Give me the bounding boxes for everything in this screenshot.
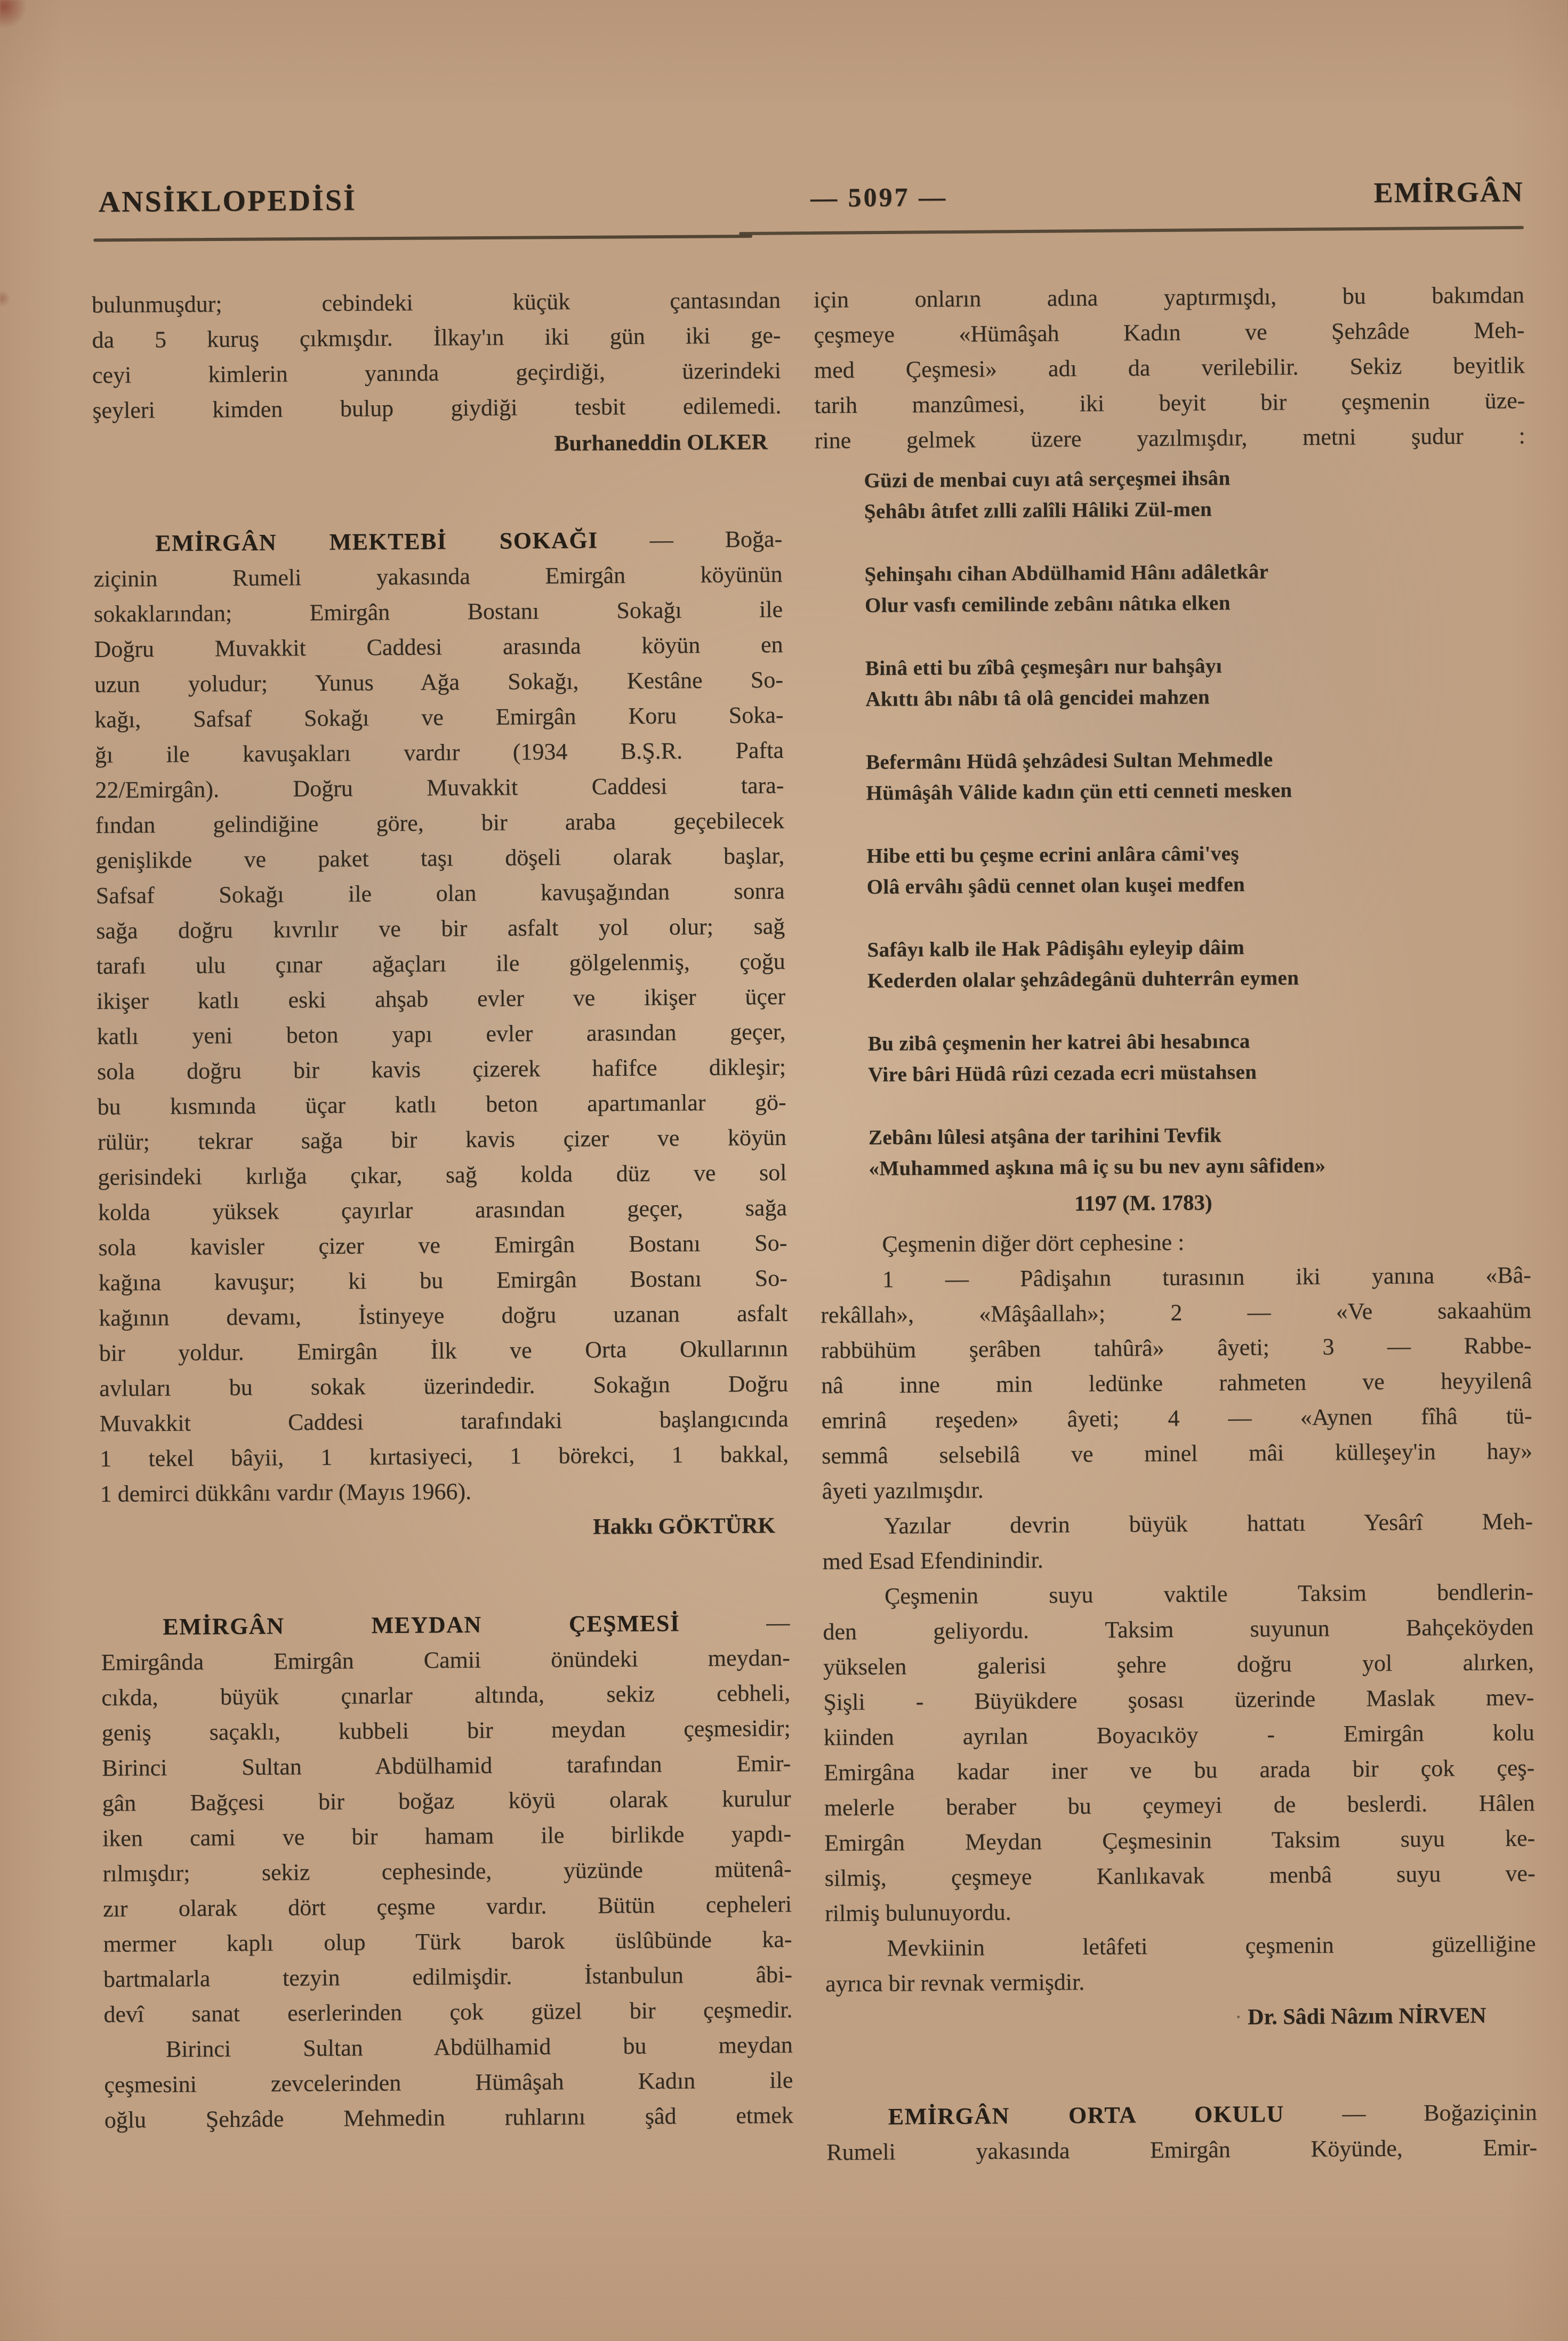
verse-couplet xyxy=(866,836,1525,903)
text-line: kağı, Safsaf Sokağı ve Emirgân Koru Soka- xyxy=(94,701,784,733)
text-line: rilmiş bulunuyordu. xyxy=(824,1899,1011,1927)
text-line: Birinci Sultan Abdülhamid bu meydan xyxy=(165,2031,793,2063)
text-line: ayrıca bir revnak vermişdir. xyxy=(825,1969,1085,1997)
article-lead-line xyxy=(101,1605,790,1645)
text-line: Binâ etti bu zîbâ çeşmeşârı nur bahşâyı xyxy=(865,654,1223,680)
header-rule xyxy=(91,225,1524,243)
text-line: gerisindeki kırlığa çıkar, sağ kolda düz ve sol xyxy=(98,1159,787,1190)
text-line: Hümâşâh Vâlide kadın çün etti cenneti mesken xyxy=(866,779,1292,805)
text-line: Güzi de menbai cuyı atâ serçeşmei ihsân xyxy=(864,467,1231,492)
page-number: — 5097 — xyxy=(810,181,948,213)
entry-title: EMİRGÂN xyxy=(1373,175,1524,209)
text-line: cıkda, büyük çınarlar altında, sekiz cebheli, xyxy=(101,1679,791,1711)
article-lead-rest: — Boğa- xyxy=(649,526,783,553)
byline-author: Hakkı GÖKTÜRK xyxy=(592,1513,776,1540)
text-line: 1 demirci dükkânı vardır (Mayıs 1966). xyxy=(100,1478,472,1507)
paragraph-lines xyxy=(101,1640,793,2032)
text-line: sağa doğru kıvrılır ve bir asfalt yol olur; sağ xyxy=(96,912,785,944)
byline-author: · Dr. Sâdi Nâzım NİRVEN xyxy=(825,1999,1536,2037)
text-line: Befermânı Hüdâ şehzâdesi Sultan Mehmedle xyxy=(865,748,1273,774)
text-line: Emirgân Meydan Çeşmesinin Taksim suyu ke- xyxy=(824,1825,1535,1856)
text-line: Vire bâri Hüdâ rûzi cezada ecri müstahsen xyxy=(867,1060,1257,1086)
text-line: semmâ selsebilâ ve minel mâi külleşey'in hay» xyxy=(821,1438,1533,1469)
text-line: iken cami ve bir hamam ile birlikde yapdı- xyxy=(102,1820,792,1851)
text-line: Doğru Muvakkit Caddesi arasında köyün en xyxy=(94,631,783,663)
verse-couplet xyxy=(868,1024,1527,1091)
text-line: Muvakkit Caddesi tarafındaki başlangıcında xyxy=(99,1405,789,1437)
text-line: Kederden olalar şehzâdegânü duhterrân eymen xyxy=(867,966,1299,992)
text-line: emrinâ reşeden» âyeti; 4 — «Aynen fîhâ tü- xyxy=(821,1402,1532,1434)
text-line: Yazılar devrin büyük hattatı Yesârî Meh- xyxy=(883,1508,1533,1539)
text-line: Safâyı kalb ile Hak Pâdişâhı eyleyip dâim xyxy=(867,935,1245,961)
article-emirgan-mektebi-sokagi xyxy=(93,522,789,1512)
paragraph-lines xyxy=(826,2130,1537,2170)
header-rule-left-segment xyxy=(93,235,752,242)
paragraph-birinci-sultan xyxy=(104,2027,793,2138)
text-line: mermer kaplı olup Türk barok üslûbünde ka- xyxy=(103,1926,792,1957)
paragraph-ayet-list xyxy=(821,1257,1533,1509)
text-line: med Çeşmesi» adı da verilebilir. Sekiz beyitlik xyxy=(814,352,1525,383)
text-line: «Muhammed aşkına mâ iç su bu nev aynı sâfiden» xyxy=(869,1153,1326,1180)
text-line: bir yoldur. Emirgân İlk ve Orta Okullarının xyxy=(99,1335,788,1366)
text-line: için onların adına yaptırmışdı, bu bakımdan xyxy=(813,282,1525,313)
text-line: Emirgâna kadar iner ve bu arada bir çok çeş- xyxy=(824,1754,1535,1786)
article-emirgan-meydan-cesmesi xyxy=(101,1605,792,2032)
text-line: zır olarak dört çeşme vardır. Bütün cepheleri xyxy=(102,1890,792,1922)
paragraph-taksim-suyu xyxy=(823,1574,1536,1931)
verse-couplet xyxy=(869,1118,1527,1184)
text-line: devî sanat eserlerinden çok güzel bir çeşmedir. xyxy=(103,1996,793,2027)
article-title: EMİRGÂN ORTA OKULU xyxy=(888,2101,1285,2130)
text-line: Şehâbı âtıfet zılli zalîli Hâliki Zül-men xyxy=(864,498,1212,523)
chronogram-date: 1197 (M. 1783) xyxy=(1074,1190,1212,1216)
verse-couplet xyxy=(866,742,1525,809)
verse-couplet xyxy=(865,648,1524,715)
article-title: EMİRGÂN MEKTEBİ SOKAĞI xyxy=(155,527,598,557)
text-line: ğı ile kavuşakları vardır (1934 B.Ş.R. Pafta xyxy=(94,736,784,768)
text-line: Olâ ervâhı şâdü cennet olan kuşei medfen xyxy=(866,872,1245,899)
article-emirgan-orta-okulu xyxy=(826,2095,1538,2170)
paragraph-lines xyxy=(820,1222,1531,1262)
article-lead-line xyxy=(93,522,782,562)
text-line: Zebânı lûlesi atşâna der tarihini Tevfik xyxy=(868,1124,1222,1149)
text-line: kağının devamı, İstinyeye doğru uzanan asfalt xyxy=(99,1300,788,1331)
text-line: oğlu Şehzâde Mehmedin ruhlarını şâd etmek xyxy=(104,2102,793,2133)
text-line: gân Bağçesi bir boğaz köyü olarak kurulur xyxy=(102,1785,791,1816)
text-line: nâ inne min ledünke rahmeten ve heyyilenâ xyxy=(821,1367,1532,1399)
text-line: ikişer katlı eski ahşab evler ve ikişer üçer xyxy=(96,983,786,1015)
verse-couplet xyxy=(867,930,1526,997)
text-line: Emirgânda Emirgân Camii önündeki meydan- xyxy=(101,1644,790,1675)
text-line: sokaklarından; Emirgân Bostanı Sokağı ile xyxy=(93,596,783,628)
article-lead-line xyxy=(826,2095,1537,2135)
byline-author: Burhaneddin OLKER xyxy=(554,430,768,456)
text-line: Rumeli yakasında Emirgân Köyünde, Emir- xyxy=(826,2134,1538,2166)
right-column xyxy=(814,277,1538,2170)
article-lead-rest: — xyxy=(766,1609,790,1636)
verse-block xyxy=(815,461,1530,1184)
article-title: EMİRGÂN MEYDAN ÇEŞMESİ xyxy=(163,1610,680,1640)
text-line: Şişli - Büyükdere şosası üzerinde Maslak mev- xyxy=(823,1684,1534,1715)
text-line: 22/Emirgân). Doğru Muvakkit Caddesi tara- xyxy=(95,772,784,804)
text-line: sola kavisler çizer ve Emirgân Bostanı So- xyxy=(98,1229,787,1261)
two-column-text-block xyxy=(92,277,1538,2175)
text-line: Safsaf Sokağı ile olan kavuşağından sonra xyxy=(95,877,785,909)
text-line: rılmışdır; sekiz cephesinde, yüzünde mütenâ- xyxy=(102,1855,792,1887)
text-line: ceyi kimlerin yanında geçirdiği, üzerindeki xyxy=(92,357,782,389)
text-line: fından gelindiğine göre, bir araba geçebilecek xyxy=(95,807,784,839)
verse-couplet xyxy=(864,555,1523,621)
text-line: 1 tekel bâyii, 1 kırtasiyeci, 1 börekci, 1 bakkal, xyxy=(99,1440,789,1472)
text-line: tarafı ulu çınar ağaçları ile gölgelenmiş, çoğu xyxy=(96,948,785,980)
paragraph-lines xyxy=(823,1574,1536,1931)
paragraph-lines xyxy=(821,1257,1533,1509)
left-column xyxy=(92,283,794,2175)
text-line: kiinden ayrılan Boyacıköy - Emirgân kolu xyxy=(823,1719,1534,1751)
text-line: bartmalarla tezyin edilmişdir. İstanbulun âbi- xyxy=(103,1961,793,1992)
publication-title: ANSİKLOPEDİSİ xyxy=(98,183,357,219)
paragraph-continuation xyxy=(92,283,782,428)
text-line: Bu zibâ çeşmenin her katrei âbi hesabınca xyxy=(867,1029,1250,1055)
text-line: Mevkiinin letâfeti çeşmenin güzelliğine xyxy=(887,1930,1536,1961)
text-line: âyeti yazılmışdır. xyxy=(822,1477,984,1504)
text-line: kolda yüksek çayırlar arasından geçer, sağa xyxy=(98,1194,787,1225)
text-line: uzun yoludur; Yunus Ağa Sokağı, Kestâne So- xyxy=(94,667,784,698)
text-line: çeşmeye «Hümâşah Kadın ve Şehzâde Meh- xyxy=(814,317,1525,348)
text-line: sola doğru bir kavis çizerek hafifce dikleşir; xyxy=(97,1053,786,1085)
text-line: silmiş, çeşmeye Kanlıkavak menbâ suyu ve- xyxy=(824,1860,1535,1891)
text-line: geniş saçaklı, kubbeli bir meydan çeşmesidir; xyxy=(101,1714,791,1746)
article-lead-rest: — Boğaziçinin xyxy=(1342,2099,1537,2127)
paragraph-lines xyxy=(92,283,782,428)
text-line: kağına kavuşur; ki bu Emirgân Bostanı So- xyxy=(98,1264,787,1296)
text-line: Çeşmenin diğer dört cephesine : xyxy=(882,1229,1185,1257)
text-line: rekâllah», «Mâşâallah»; 2 — «Ve sakaahüm xyxy=(821,1297,1532,1328)
text-line: 1 — Pâdişahın turasının iki yanına «Bâ- xyxy=(882,1262,1531,1293)
text-line: rülür; tekrar sağa bir kavis çizer ve köyün xyxy=(97,1124,787,1155)
text-line: avluları bu sokak üzerindedir. Sokağın Doğru xyxy=(99,1370,789,1401)
text-line: çeşmesini zevcelerinden Hümâşah Kadın ile xyxy=(104,2066,793,2098)
text-line: den geliyordu. Taksim suyunun Bahçeköyden xyxy=(823,1614,1534,1645)
paragraph-dort-cephe xyxy=(820,1222,1531,1262)
text-line: rabbühüm şerâben tahûrâ» âyeti; 3 — Rabbe- xyxy=(821,1332,1532,1364)
text-line: yükselen galerisi şehre doğru yol alırken, xyxy=(823,1649,1534,1680)
text-line: tarih manzûmesi, iki beyit bir çeşmenin üze- xyxy=(814,387,1525,419)
text-line: Çeşmenin suyu vaktile Taksim bendlerin- xyxy=(884,1578,1534,1609)
text-line: şeyleri kimden bulup giydiği tesbit edilemedi. xyxy=(92,392,782,424)
text-line: Şehinşahı cihan Abdülhamid Hânı adâletkâr xyxy=(864,560,1269,586)
text-line: genişlikde ve paket taşı döşeli olarak başlar, xyxy=(95,842,785,874)
paragraph-lines xyxy=(814,277,1525,458)
paragraph-lines xyxy=(104,2027,793,2138)
text-line: med Esad Efendinindir. xyxy=(822,1546,1043,1575)
verse-couplet xyxy=(864,461,1523,527)
text-line: rine gelmek üzere yazılmışdır, metni şudur : xyxy=(814,422,1525,454)
header-rule-right-segment xyxy=(739,226,1524,235)
text-line: ziçinin Rumeli yakasında Emirgân köyünün xyxy=(93,561,783,592)
page-header xyxy=(91,175,1523,228)
text-line: Akıttı âbı nâbı tâ olâ gencidei mahzen xyxy=(865,685,1210,711)
paragraph-lines xyxy=(822,1504,1533,1579)
text-line: Olur vasfı cemilinde zebânı nâtıka elken xyxy=(864,591,1231,617)
paragraph-continuation xyxy=(814,277,1525,458)
text-line: bu kısmında üçar katlı beton apartımanlar gö- xyxy=(97,1088,786,1120)
text-line: melerle beraber bu çeymeyi de beslerdi. Hâlen xyxy=(824,1790,1535,1821)
text-line: katlı yeni beton yapı evler arasından geçer, xyxy=(97,1018,786,1050)
text-line: Hibe etti bu çeşme ecrini anlâra câmi'veş xyxy=(866,842,1240,868)
text-line: bulunmuşdur; cebindeki küçük çantasından xyxy=(91,287,781,318)
text-line: Birinci Sultan Abdülhamid tarafından Emir- xyxy=(102,1750,791,1781)
paragraph-lines xyxy=(825,1926,1536,2001)
paragraph-lines xyxy=(93,557,789,1512)
text-line: da 5 kuruş çıkmışdır. İlkay'ın iki gün iki ge- xyxy=(92,322,781,354)
paragraph-hattat xyxy=(822,1504,1533,1579)
paragraph-mevkiin-letafeti xyxy=(825,1926,1536,2001)
